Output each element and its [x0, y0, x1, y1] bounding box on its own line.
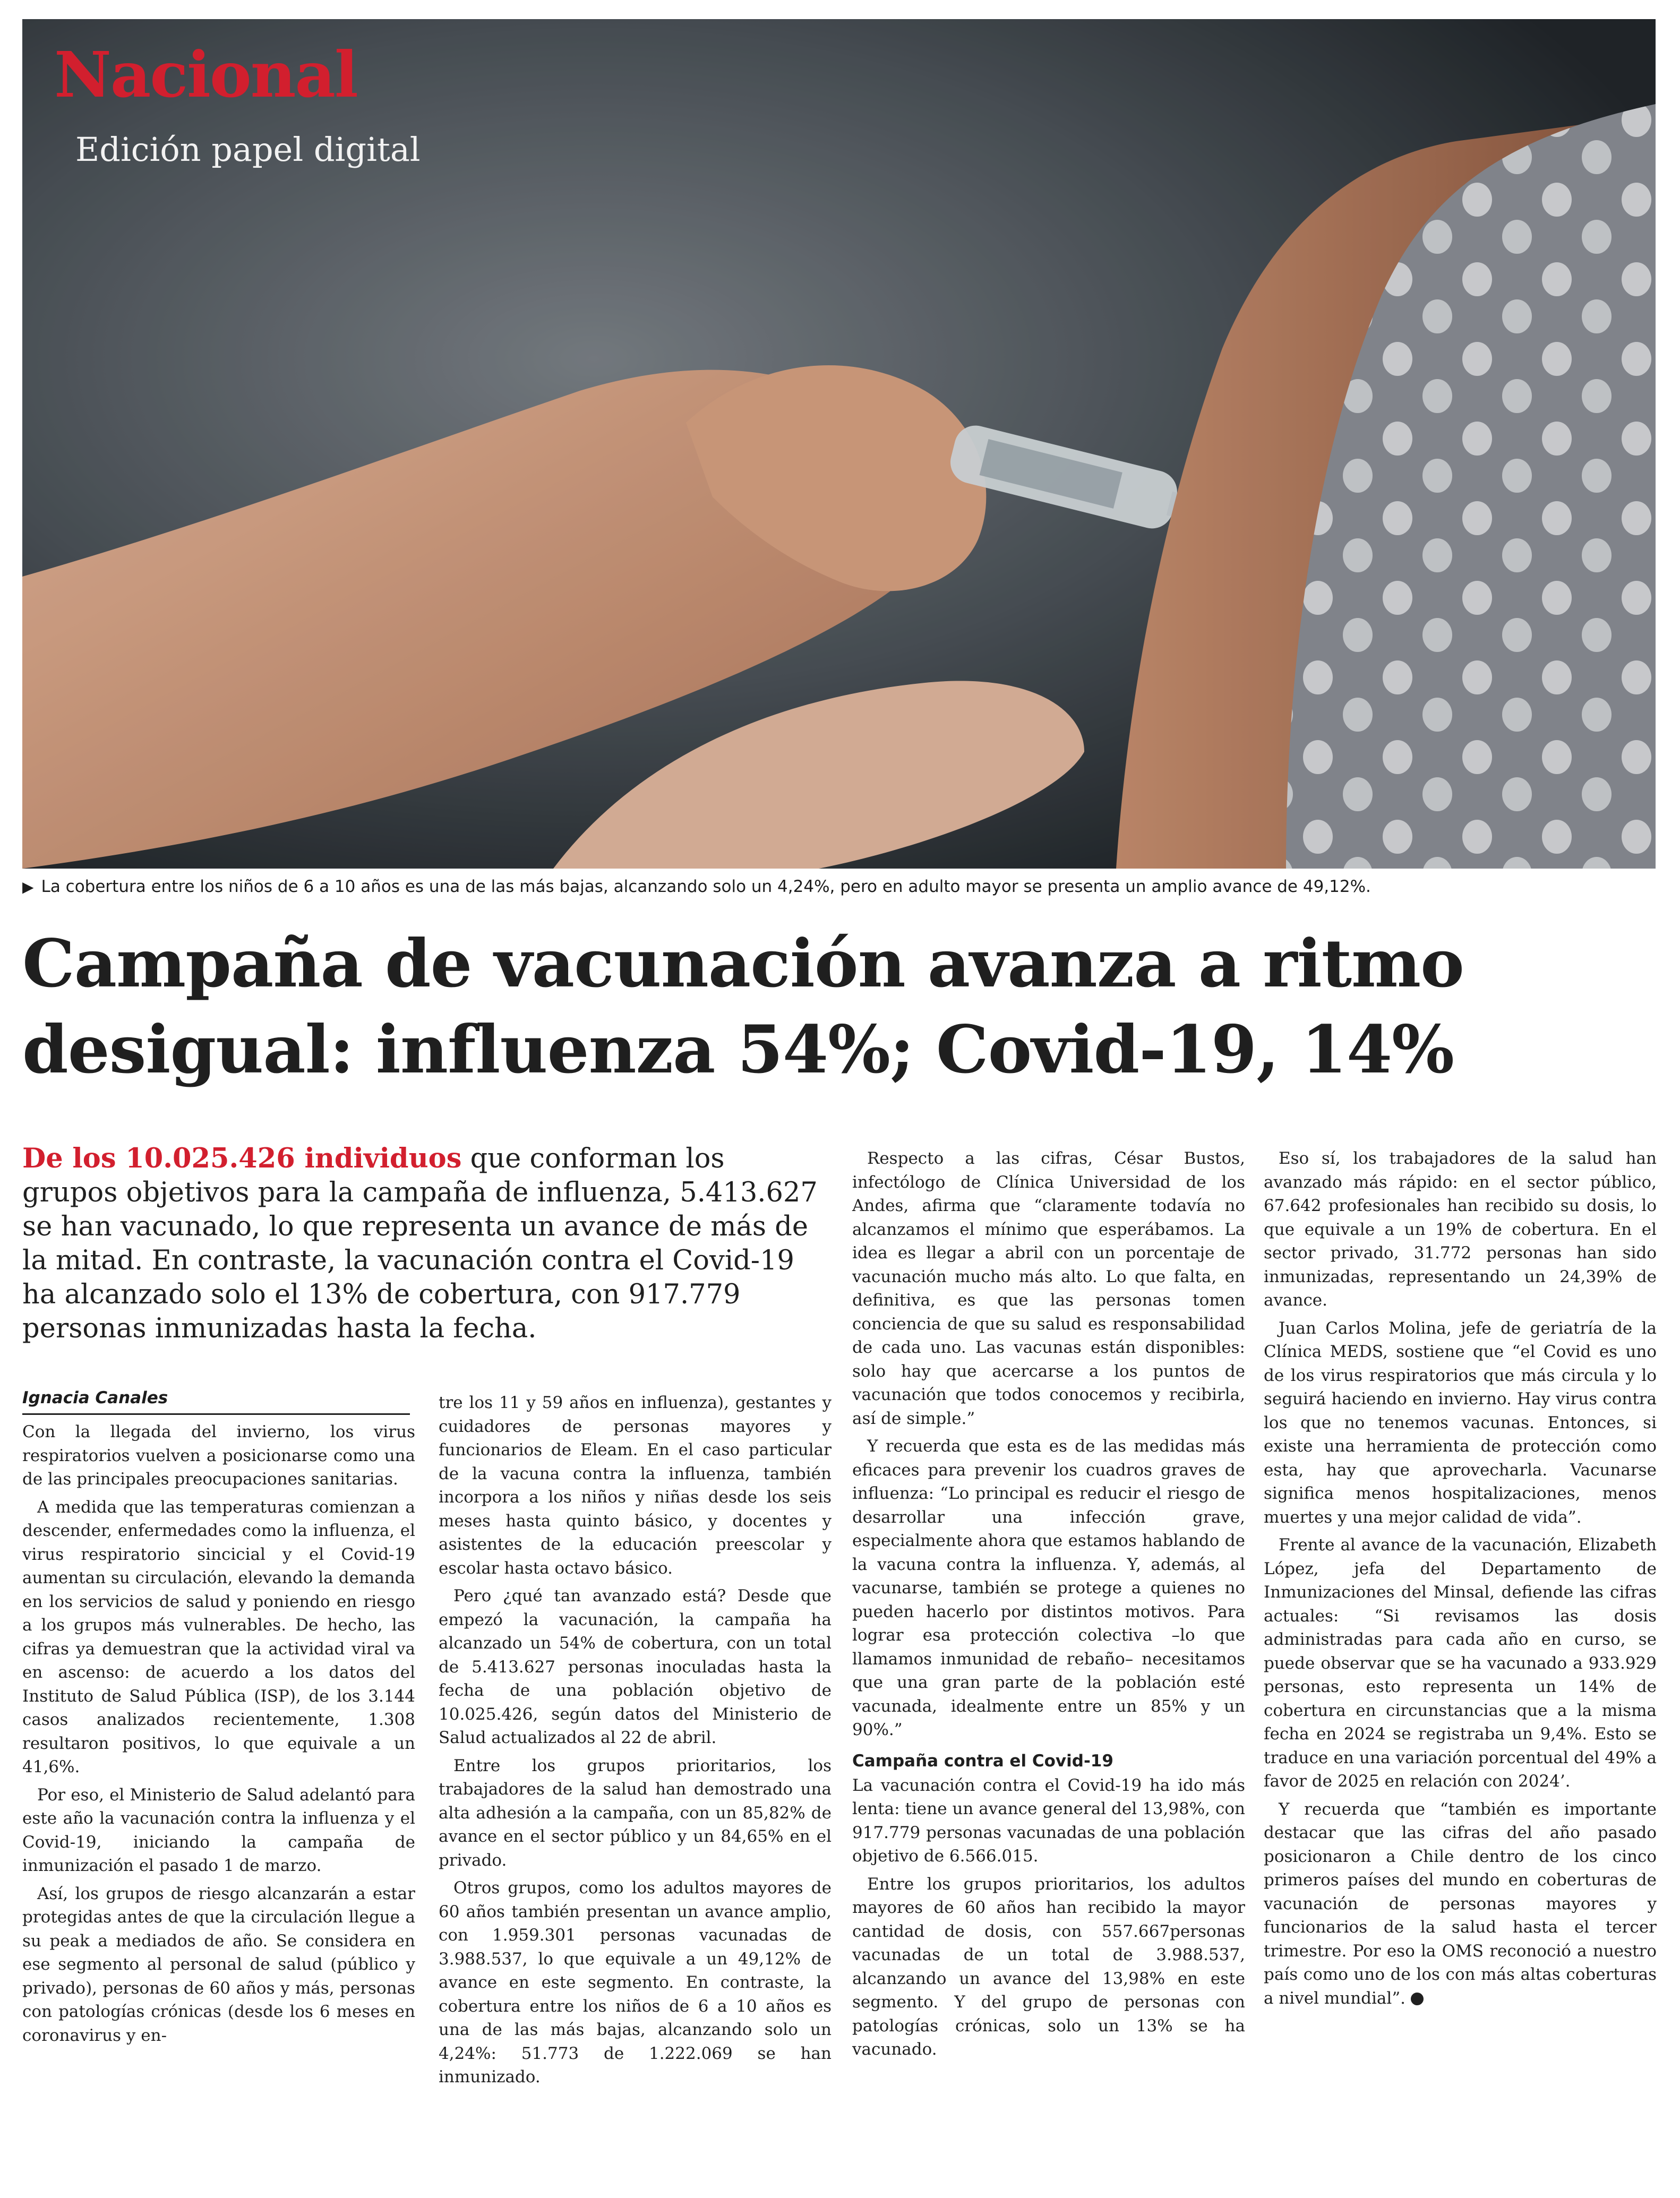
- photo-caption: [22, 875, 1656, 899]
- triangle-right-icon: ▶: [22, 878, 34, 896]
- paragraph: Entre los grupos prioritarios, los trabajadores de la salud han demostrado una alta adhesión a la campaña, con un 85,82% de avance en el sector público y un 84,65% en el privado.: [439, 1756, 832, 1870]
- article-column-2: [439, 1391, 832, 2093]
- paragraph: tre los 11 y 59 años en influenza), gestantes y cuidadores de personas mayores y funcionarios de Eleam. En el caso particular de la vacuna contra la influenza, también incorpora a los niños y niñas desde los seis meses hasta quinto básico, y docentes y asistentes de la educación preescolar y escolar hasta octavo básico.: [439, 1393, 832, 1578]
- lead-highlight: De los 10.025.426 individuos: [22, 1143, 462, 1174]
- paragraph: Por eso, el Ministerio de Salud adelantó para este año la vacunación contra la influenza y el Covid-19, iniciando la campaña de inmunización el pasado 1 de marzo.: [22, 1785, 415, 1875]
- paragraph: A medida que las temperaturas comienzan a descender, enfermedades como la influenza, el virus respiratorio sincicial y el Covid-19 aumentan su circulación, elevando la demanda en los servicios de salud y poniendo en riesgo a los grupos más vulnerables. De hecho, las cifras ya demuestran que la actividad viral va en ascenso: de acuerdo a los datos del Instituto de Salud Pública (ISP), de los 3.144 casos analizados recientemente, 1.308 resultaron positivos, lo que equivale a un 41,6%.: [22, 1497, 415, 1776]
- section-title: Nacional: [54, 38, 357, 111]
- byline: Ignacia Canales: [22, 1386, 410, 1415]
- paragraph: Entre los grupos prioritarios, los adultos mayores de 60 años han recibido la mayor cantidad de dosis, con 557.667personas vacunadas de un total de 3.988.537, alcanzando un avance del 13,98% en este segmento. Y del grupo de personas con patologías crónicas, solo un 13% se ha vacunado.: [852, 1874, 1245, 2059]
- paragraph: Juan Carlos Molina, jefe de geriatría de la Clínica MEDS, sostiene que “el Covid es uno de los virus respiratorios que más circula y lo seguirá haciendo en invierno. Hay virus contra los que no tenemos vacunas. Entonces, si existe una herramienta de protección como esta, hay que aprovecharla. Vacunarse significa menos hospitalizaciones, menos muertes y una mejor calidad de vida”.: [1264, 1318, 1657, 1527]
- paragraph: Así, los grupos de riesgo alcanzarán a estar protegidas antes de que la circulación llegue a su peak a mediados de año. Se considera en ese segmento al personal de salud (público y privado), personas de 60 años y más, personas con patologías crónicas (desde los 6 meses en coronavirus y en-: [22, 1884, 415, 2045]
- lead-paragraph: [22, 1141, 819, 1346]
- hero-photo-vaccination: [22, 19, 1656, 869]
- lead-text: que conforman los grupos objetivos para la campaña de influenza, 5.413.627 se han vacunado, lo que representa un avance de más de la mitad. En contraste, la vacunación contra el Covid-19 ha alcanzado solo el 13% de cobertura, con 917.779 personas inmunizadas hasta la fecha.: [22, 1143, 818, 1344]
- article-column-1: [22, 1420, 415, 2051]
- paragraph: La vacunación contra el Covid-19 ha ido más lenta: tiene un avance general del 13,98%, con 917.779 personas vacunadas de una población objetivo de 6.566.015.: [852, 1775, 1245, 1866]
- paragraph: Pero ¿qué tan avanzado está? Desde que empezó la vacunación, la campaña ha alcanzado un 54% de cobertura, con un total de 5.413.627 personas inoculadas hasta la fecha de una población objetivo de 10.025.426, según datos del Ministerio de Salud actualizados al 22 de abril.: [439, 1586, 832, 1747]
- paragraph: Y recuerda que esta es de las medidas más eficaces para prevenir los cuadros graves de influenza: “Lo principal es reducir el riesgo de desarrollar una infección grave, especialmente ahora que estamos hablando de la vacuna contra la influenza. Y, además, al vacunarse, también se protege a quienes no pueden hacerlo por distintos motivos. Para lograr esa protección colectiva –lo que llamamos inmunidad de rebaño– necesitamos que una gran parte de la población esté vacunada, idealmente entre un 85% y un 90%.”: [852, 1437, 1245, 1739]
- headline: Campaña de vacunación avanza a ritmo desigual: influenza 54%; Covid-19, 14%: [22, 925, 1464, 1088]
- paragraph-final: [1264, 1798, 1657, 2011]
- photo-caption-text: La cobertura entre los niños de 6 a 10 años es una de las más bajas, alcanzando solo un 4,24%, pero en adulto mayor se presenta un amplio avance de 49,12%.: [41, 877, 1371, 896]
- paragraph: Frente al avance de la vacunación, Elizabeth López, jefa del Departamento de Inmunizaciones del Minsal, defiende las cifras actuales: “Si revisamos las dosis administradas para cada año en curso, se puede observar que se ha vacunado a 933.929 personas, esto representa un 14% de cobertura en circunstancias que a la misma fecha en 2024 se registraba un 9,4%. Esto se traduce en una variación porcentual del 49% a favor de 2025 en relación con 2024’.: [1264, 1535, 1657, 1791]
- paragraph: Con la llegada del invierno, los virus respiratorios vuelven a posicionarse como una de las principales preocupaciones sanitarias.: [22, 1422, 415, 1489]
- paragraph-final-text: Y recuerda que “también es importante destacar que las cifras del año pasado posicionaron a Chile dentro de los cinco primeros países del mundo en coberturas de vacunación de personas mayores y funcionarios de la salud hasta el tercer trimestre. Por eso la OMS reconoció a nuestro país como uno de los con más altas coberturas a nivel mundial”.: [1264, 1799, 1657, 2008]
- article-column-4: [1264, 1147, 1657, 2014]
- end-dot-icon: [1411, 1993, 1424, 2005]
- paragraph: Otros grupos, como los adultos mayores de 60 años también presentan un avance amplio, con 1.959.301 personas vacunadas de 3.988.537, lo que equivale a un 49,12% de avance en este segmento. En contraste, la cobertura entre los niños de 6 a 10 años es una de las más bajas, alcanzando solo un 4,24%: 51.773 de 1.222.069 se han inmunizado.: [439, 1878, 832, 2087]
- paragraph: Respecto a las cifras, César Bustos, infectólogo de Clínica Universidad de los Andes, afirma que “claramente todavía no alcanzamos el mínimo que esperábamos. La idea es llegar a abril con un porcentaje de vacunación mucho más alto. Lo que falta, en definitiva, es que las personas tomen conciencia de que su salud es responsabilidad de cada uno. Las vacunas están disponibles: solo hay que acercarse a los puntos de vacunación que todos conocemos y recibirla, así de simple.”: [852, 1149, 1245, 1428]
- subheading-covid: Campaña contra el Covid-19: [852, 1751, 1113, 1771]
- section-subtitle: Edición papel digital: [75, 130, 421, 169]
- paragraph: Eso sí, los trabajadores de la salud han avanzado más rápido: en el sector público, 67.642 profesionales han recibido su dosis, lo que equivale a un 19% de cobertura. En el sector privado, 31.772 personas han sido inmunizadas, representando un 24,39% de avance.: [1264, 1149, 1657, 1310]
- article-column-3: [852, 1147, 1245, 2066]
